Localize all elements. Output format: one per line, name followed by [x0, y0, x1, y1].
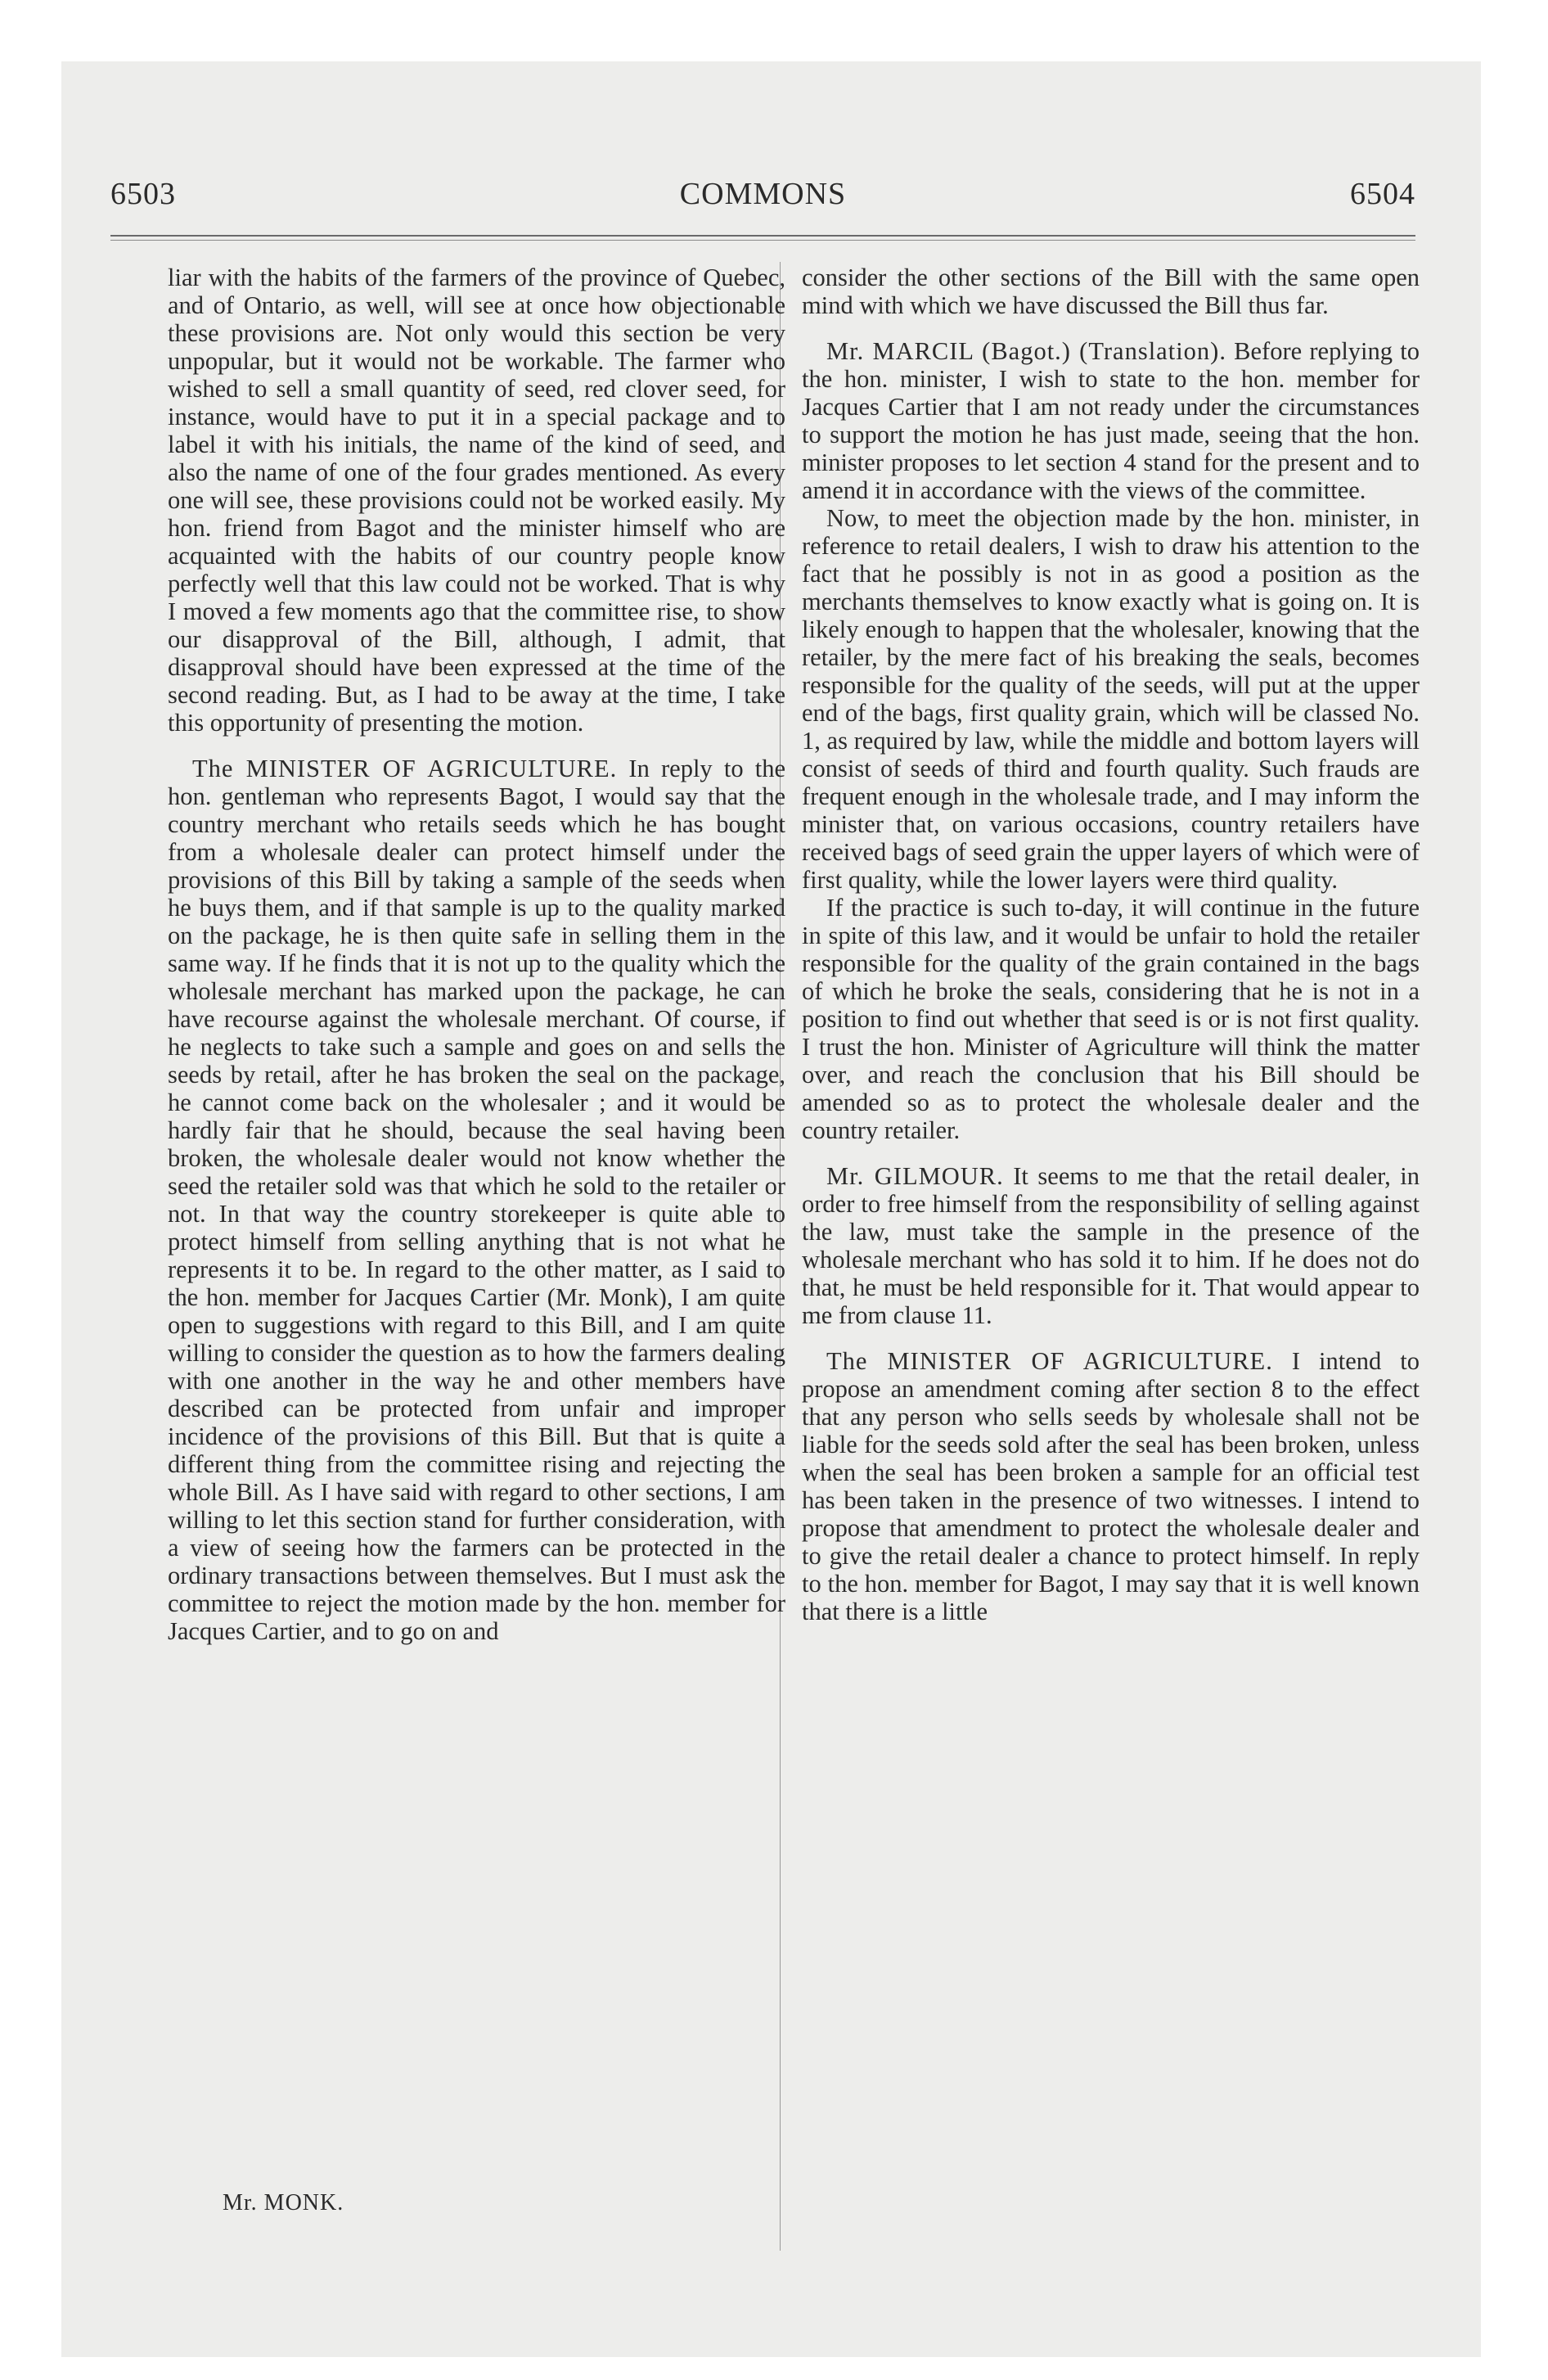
paragraph — [168, 264, 785, 737]
paragraph-text: Before replying to the hon. minister, I wish to state to the hon. member for Jacques Cartier that I am not ready under the circumstances to support the motion he has just made, seeing that the hon. minister proposes to let section 4 stand for the present and to amend it in accordance with the views of the committee. — [802, 337, 1420, 504]
paragraph-text: consider the other sections of the Bill with the same open mind with which we have discussed the Bill thus far. — [802, 264, 1420, 319]
page-number-left: 6503 — [110, 177, 176, 211]
speaker-name: Mr. GILMOUR. — [826, 1162, 1004, 1190]
right-column — [802, 264, 1420, 1625]
paragraph — [802, 1347, 1420, 1625]
paragraph — [168, 755, 785, 1645]
header-rule — [110, 235, 1415, 237]
paragraph-text: In reply to the hon. gentleman who represents Bagot, I would say that the country merchant who retails seeds which he has bought from a wholesale dealer can protect himself under the provisions of this Bill by taking a sample of the seeds when he buys them, and if that sample is up to the quality marked on the package, he is then quite safe in selling them in the same way. If he finds that it is not up to the quality which the wholesale merchant has marked upon the package, he can have recourse against the wholesale merchant. Of course, if he neglects to take such a sample and goes on and sells the seeds by retail, after he has broken the seal on the package, he cannot come back on the wholesaler ; and it would be hardly fair that he should, because the seal having been broken, the wholesale dealer would not know whether the seed the retailer sold was that which he sold to the retailer or not. In that way the country storekeeper is quite able to protect himself from selling anything that is not what he represents it to be. In regard to the other matter, as I said to the hon. member for Jacques Cartier (Mr. Monk), I am quite open to suggestions with regard to this Bill, and I am quite willing to consider the question as to how the farmers dealing with one another in the way he and other members have described can be protected from unfair and improper incidence of the provisions of this Bill. But that is quite a different thing from the committee rising and rejecting the whole Bill. As I have said with regard to other sections, I am willing to let this section stand for further consideration, with a view of seeing how the farmers can be protected in the ordinary transactions between themselves. But I must ask the committee to reject the motion made by the hon. member for Jacques Cartier, and to go on and — [168, 755, 785, 1645]
header-rule-secondary — [110, 240, 1415, 241]
paragraph — [802, 504, 1420, 894]
paragraph-text: liar with the habits of the farmers of the province of Quebec, and of Ontario, as well, will see at once how objectionable these provisions are. Not only would this section be very unpopular, but it would not be workable. The farmer who wished to sell a small quantity of seed, red clover seed, for instance, would have to put it in a special package and to label it with his initials, the name of the kind of seed, and also the name of one of the four grades mentioned. As every one will see, these provisions could not be worked easily. My hon. friend from Bagot and the minister himself who are acquainted with the habits of our country people know perfectly well that this law could not be worked. That is why I moved a few moments ago that the committee rise, to show our disapproval of the Bill, although, I admit, that disapproval should have been expressed at the time of the second reading. But, as I had to be away at the time, I take this opportunity of presenting the motion. — [168, 264, 785, 737]
speaker-name: The MINISTER OF AGRICULTURE. — [826, 1347, 1273, 1375]
footer-speaker-note: Mr. MONK. — [223, 2190, 344, 2215]
page-number-right: 6504 — [1350, 177, 1415, 211]
paragraph — [802, 264, 1420, 319]
paragraph-text: It seems to me that the retail dealer, in order to free himself from the responsibility of selling against the law, must take the sample in the presence of the wholesale merchant who has sold it to him. If he does not do that, he must be held responsible for it. That would appear to me from clause 11. — [802, 1162, 1420, 1329]
speaker-name: The MINISTER OF AGRICULTURE. — [192, 755, 618, 782]
paragraph — [802, 894, 1420, 1144]
page-header — [110, 176, 1415, 217]
paragraph-text: Now, to meet the objection made by the hon. minister, in reference to retail dealers, I wish to draw his attention to the fact that he possibly is not in as good a position as the merchants themselves to know exactly what is going on. It is likely enough to happen that the wholesaler, knowing that the retailer, by the mere fact of his breaking the seals, becomes responsible for the quality of the seeds, will put at the upper end of the bags, first quality grain, which will be classed No. 1, as required by law, while the middle and bottom layers will consist of seeds of third and fourth quality. Such frauds are frequent enough in the wholesale trade, and I may inform the minister that, on various occasions, country retailers have received bags of seed grain the upper layers of which were of first quality, while the lower layers were third quality. — [802, 504, 1420, 894]
speaker-name: Mr. MARCIL (Bagot.) (Translation). — [826, 337, 1226, 365]
paragraph — [802, 1162, 1420, 1329]
paragraph-text: I intend to propose an amendment coming after section 8 to the effect that any person who sells seeds by wholesale shall not be liable for the seeds sold after the seal has been broken, unless when the seal has been broken a sample for an official test has been taken in the presence of two witnesses. I intend to propose that amendment to protect the wholesale dealer and to give the retail dealer a chance to protect himself. In reply to the hon. member for Bagot, I may say that it is well known that there is a little — [802, 1347, 1420, 1625]
left-column — [168, 264, 785, 1645]
paragraph-text: If the practice is such to-day, it will continue in the future in spite of this law, and it would be unfair to hold the retailer responsible for the quality of the grain contained in the bags of which he broke the seals, considering that he is not in a position to find out whether that seed is or is not first quality. I trust the hon. Minister of Agriculture will think the matter over, and reach the conclusion that his Bill should be amended so as to protect the wholesale dealer and the country retailer. — [802, 894, 1420, 1144]
running-title: COMMONS — [679, 177, 847, 211]
paragraph — [802, 337, 1420, 504]
